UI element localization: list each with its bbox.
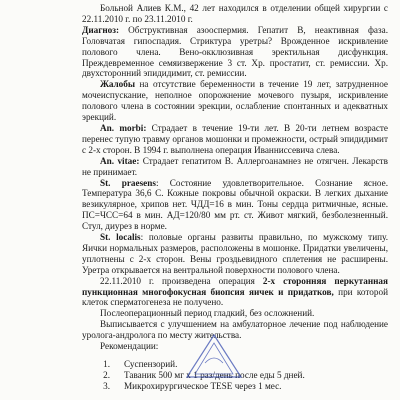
anmorbi-label: An. morbi: (100, 122, 147, 133)
rec-text: Микрохирургическое TESE через 1 мес. (124, 380, 282, 391)
postop-text: Послеоперационный период гладкий, без осложнений. (100, 308, 315, 319)
diagnosis-text: Обструктивная азооспермия. Гепатит В, неактивная фаза. Головчатая гипоспадия. Стриктура уретры? Врожденное искривление полового члена. Вено-окклюзивная эректильная дисфункция. Преждевременное семяизвержение 3 ст. Хр. простатит, ст. ремиссии. Хр. двухсторонний эпидидимит, ст. ремиссии. (82, 24, 388, 79)
list-item (82, 381, 388, 392)
localis-text: : половые органы развиты правильно, по мужскому типу. Яички нормальных размеров, расположены в мошонке. Придатки увеличены, уплотнены с 2-х сторон. Вены гроздьевидного сплетения не расширены. Уретра открывается на вентральной поверхности полового члена. (82, 232, 389, 275)
localis-label: St. localis (100, 232, 141, 243)
complaints-text: на отсутствие беременности в течение 19 лет, затрудненное мочеиспускание, неполное опорожнение мочевого пузыря, искривление полового члена в состоянии эрекции, ослабление спонтанных и адекватных эрекций. (82, 79, 388, 123)
rec-number: 2. (103, 369, 110, 380)
operation-date-text: 22.11.2010 г. произведена операция (100, 275, 263, 286)
rec-number: 1. (103, 359, 110, 369)
rec-number: 3. (103, 380, 110, 391)
stamp-mark (183, 333, 245, 379)
operation-result: при которой клеток сперматогенеза не получено. (82, 286, 388, 308)
recommendations-label: Рекомендации: (100, 341, 159, 352)
complaints-label: Жалобы (100, 79, 136, 90)
praesens-text: : Состояние удовлетворительное. Сознание ясное. Температура 36,6 С. Кожные покровы обычной окраски. В легких дыхание везикулярное, хрипов нет. ЧДД=16 в мин. Тоны сердца ритмичные, ясные. ПС=ЧСС=64 в мин. АД=120/80 мм рт. ст. Живот мягкий, безболезненный. Стул, диурез в норме. (82, 177, 388, 232)
anvitae-text: Страдает гепатитом В. Аллергоанамнез не отягчен. Лекарств не принимает. (82, 155, 388, 177)
rec-text: Таваник 500 мг х 1 раз/день после еды 5 дней. (124, 369, 305, 380)
anvitae-label: An. vitae: (100, 155, 140, 166)
diagnosis-label: Диагноз: (82, 24, 120, 35)
praesens-label: St. praesens (100, 177, 156, 188)
rec-text: Суспензорий. (124, 359, 178, 369)
intro-paragraph (82, 3, 388, 352)
discharge-text: Выписывается с улучшением на амбулаторное лечение под наблюдение уролога-андролога по месту жительства. (82, 319, 388, 341)
intro-text: Больной Алиев К.М., 42 лет находился в отделении общей хирургии с 22.11.2010 г. по 23.11.2010 г. (82, 3, 388, 24)
anmorbi-text: Страдает в течение 19-ти лет. В 20-ти летнем возрасте перенес тупую травму органов мошонки и промежности, острый эпидидимит с 2-х сторон. В 1994 г. выполнена операция Иванниссевича слева. (82, 122, 388, 155)
operation-name: 2-х сторонняя перкутанная пункционная многофокусная биопсия яичек и придатков, (82, 275, 388, 297)
